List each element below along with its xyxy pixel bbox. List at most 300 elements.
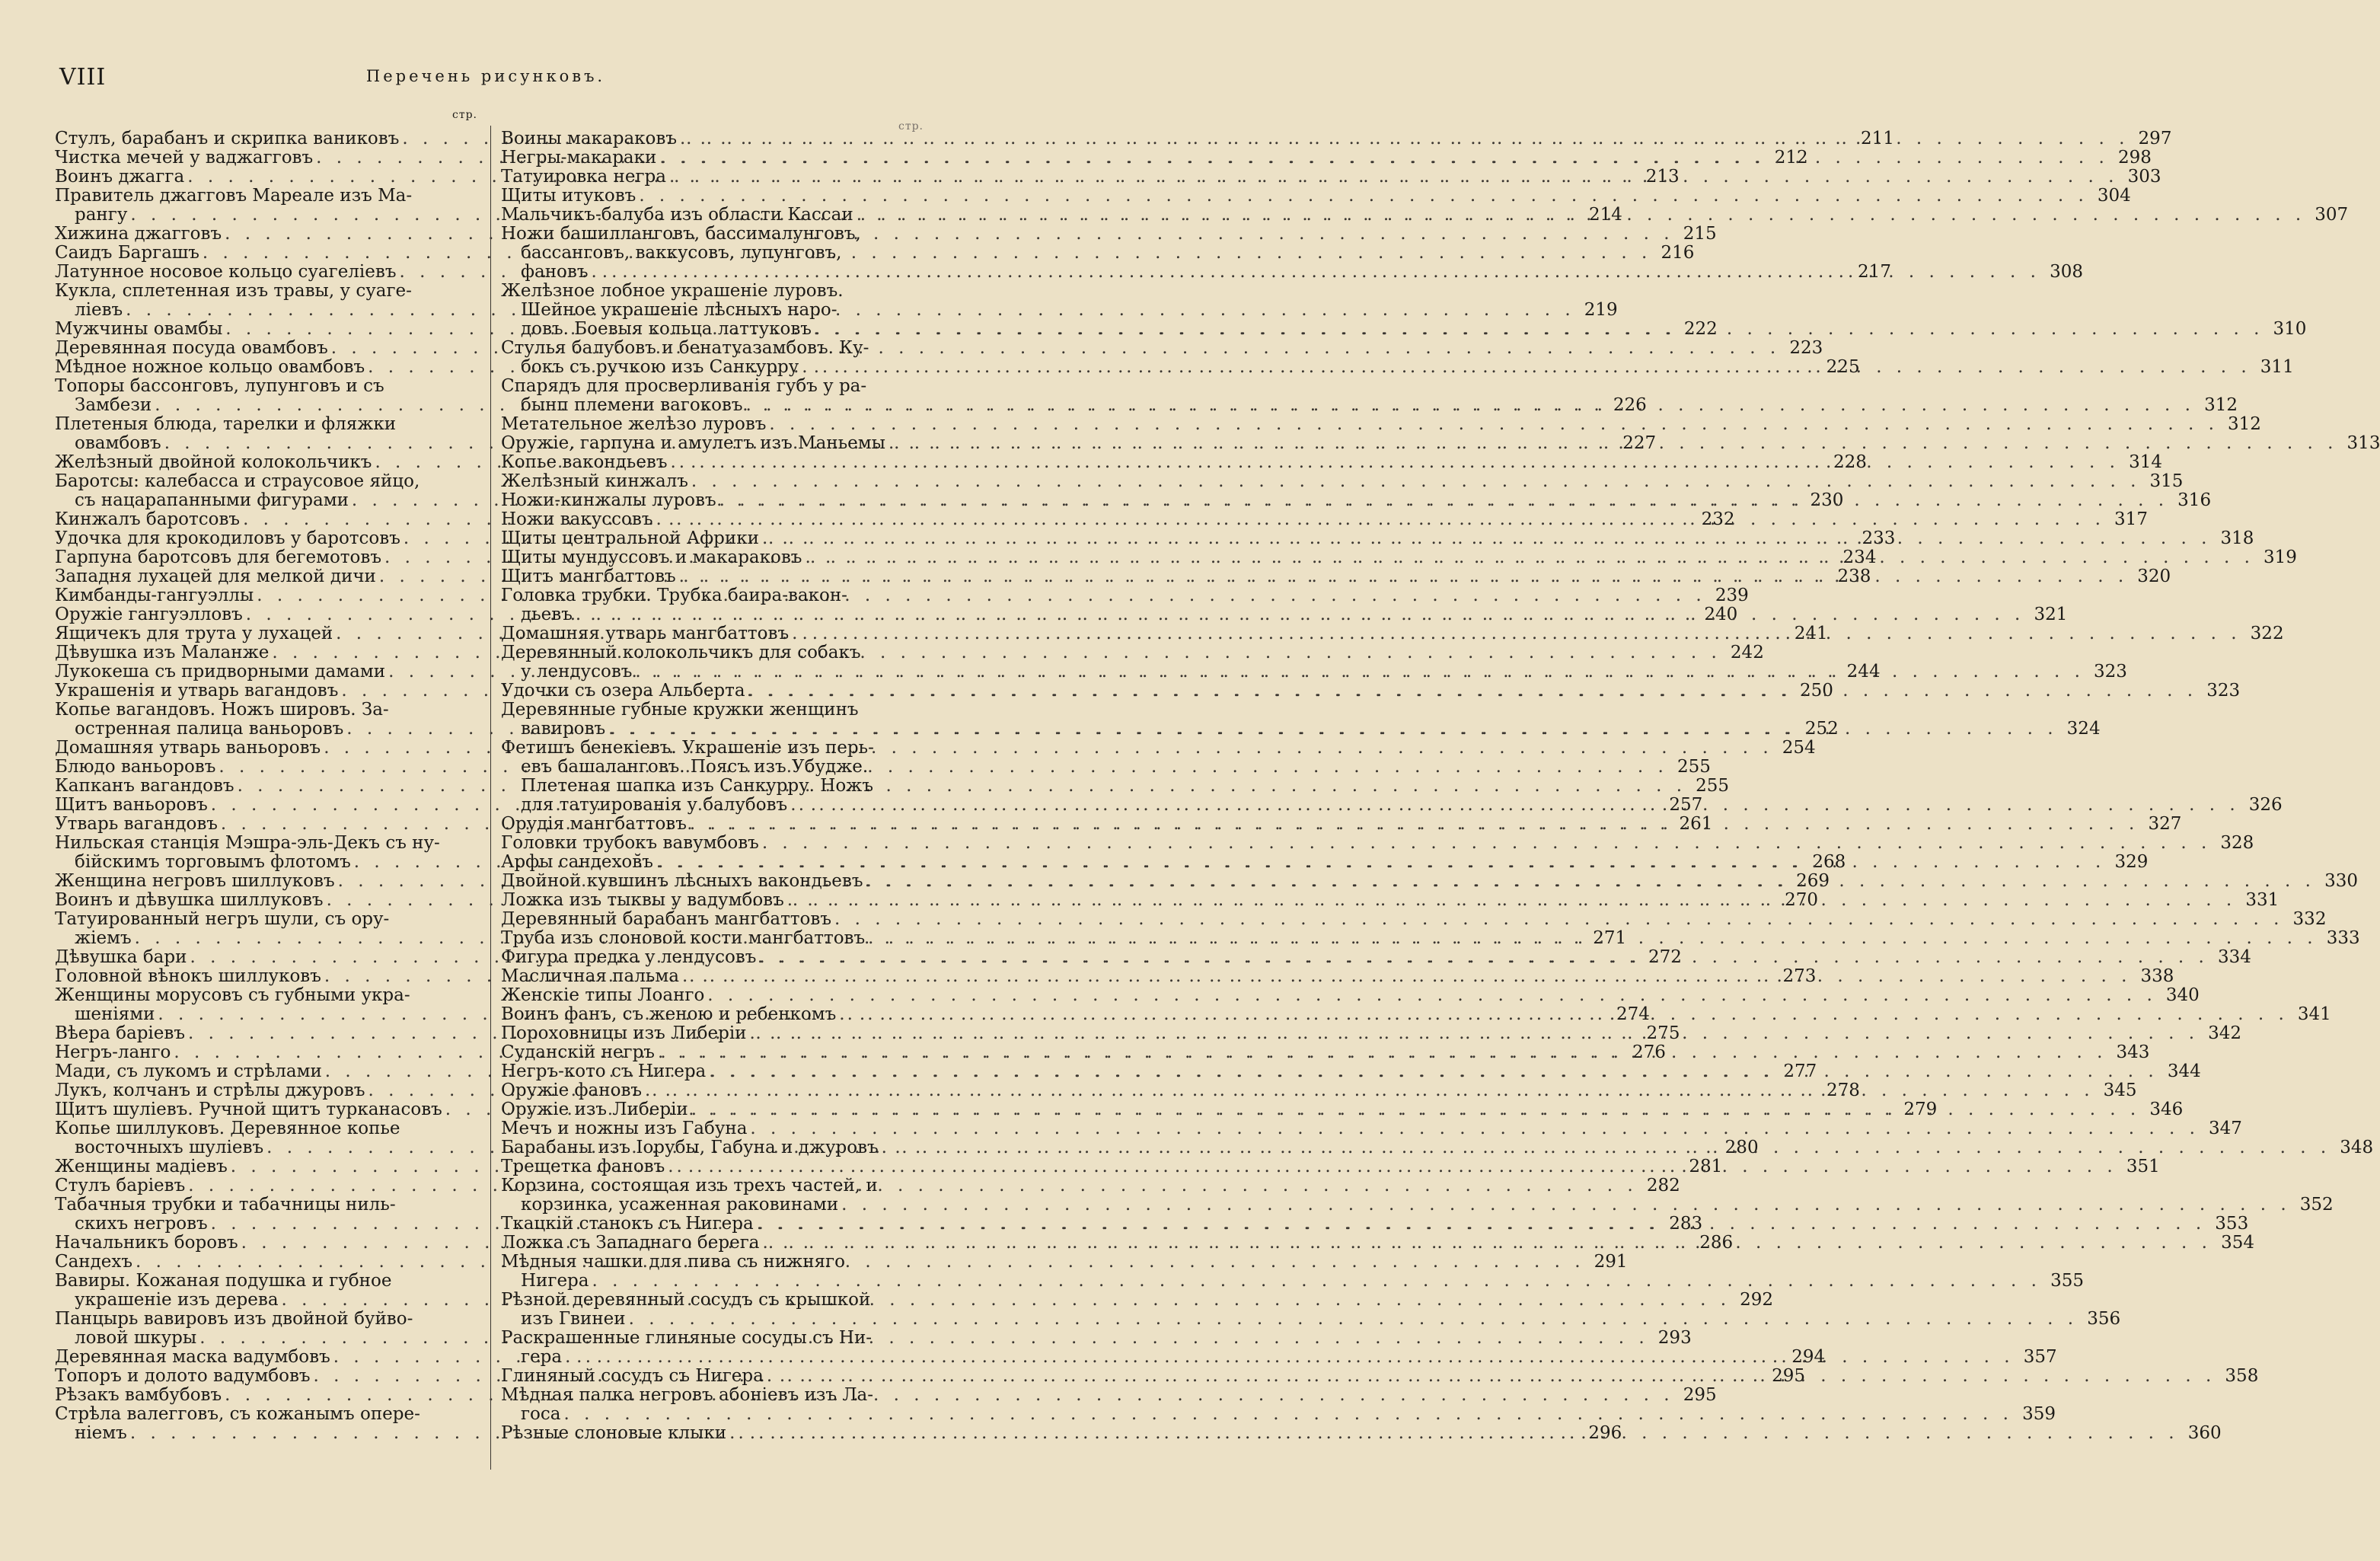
- page-ref: 275: [1646, 1023, 1680, 1043]
- page-ref: 341: [2297, 1004, 2331, 1024]
- page-ref: 340: [2165, 985, 2200, 1005]
- page-ref: 276: [1632, 1042, 1666, 1062]
- entry-title-line: Копье вакондьевъ: [501, 452, 668, 472]
- dot-leader: [789, 624, 2244, 643]
- entry-title-line: Татуировка негра: [501, 167, 666, 187]
- page-ref: 215: [1683, 224, 1717, 244]
- toc-entry-line: [501, 471, 2184, 491]
- entry-title-line: остренная палица ваньоровъ: [75, 719, 344, 739]
- dot-leader: [632, 662, 2087, 682]
- entry-title-line: Негры-макараки: [501, 148, 657, 168]
- page-ref: 212: [1774, 148, 1808, 168]
- dot-leader: [766, 415, 2221, 434]
- entry-title-line: Щиты центральной Африки: [501, 528, 759, 548]
- dot-leader: [234, 777, 1689, 796]
- dot-leader: [812, 320, 2267, 339]
- entry-title-line: Западня лухацей для мелкой дичи: [55, 567, 376, 586]
- toc-entry: [501, 985, 2200, 1005]
- entry-title-line: лiевъ: [75, 300, 123, 320]
- entry-title-line: Вѣера барiевъ: [55, 1023, 185, 1043]
- dot-leader: [605, 720, 2060, 739]
- entry-title-line: скихъ негровъ: [75, 1214, 208, 1234]
- entry-title-line: Деревянный барабанъ мангбаттовъ: [501, 909, 831, 929]
- entry-title-line: Корзина, состоящая изъ трехъ частей, и: [501, 1176, 878, 1195]
- toc-entry-line: [501, 1195, 2334, 1215]
- page-ref: 333: [2326, 928, 2360, 948]
- page-ref: 319: [2264, 547, 2297, 567]
- toc-entry-line: [501, 414, 2261, 434]
- page-ref: 354: [2221, 1233, 2254, 1253]
- entry-title-line: Топоръ и долото вадумбовъ: [55, 1366, 311, 1386]
- dot-leader: [655, 1043, 2110, 1062]
- dot-leader: [679, 967, 2134, 986]
- page-ref: 310: [2273, 319, 2307, 339]
- entry-title-line: Головки трубокъ вавумбовъ: [501, 833, 759, 853]
- page-ref: 269: [1796, 871, 1830, 891]
- entry-title-line: Украшенiя и утварь вагандовъ: [55, 681, 339, 701]
- toc-entry-line: [55, 910, 483, 929]
- page-ref: 261: [1679, 814, 1713, 834]
- dot-leader: [688, 472, 2143, 491]
- dot-leader: [562, 1348, 2017, 1367]
- page-ref: 322: [2250, 624, 2284, 643]
- page-ref: 238: [1837, 567, 1871, 586]
- page-ref: 226: [1613, 395, 1647, 415]
- entry-title-line: Воины макараковъ: [501, 129, 677, 148]
- page-ref: 292: [1740, 1290, 1774, 1310]
- entry-title-line: Мѣдныя чашки для пива съ нижняго: [501, 1252, 845, 1272]
- page-ref: 255: [1696, 776, 1730, 796]
- page-ref: 307: [2315, 205, 2349, 225]
- page-ref: 219: [1584, 300, 1618, 320]
- dot-leader: [726, 1424, 2181, 1443]
- page-number: VIII: [59, 64, 107, 91]
- page-ref: 345: [2103, 1081, 2137, 1100]
- entry-title-line: Саидъ Баргашъ: [55, 243, 199, 263]
- entry-title-line: Желѣзный кинжалъ: [501, 471, 688, 491]
- page-ref: 315: [2149, 471, 2184, 491]
- dot-leader: [666, 168, 2121, 187]
- page-ref: 291: [1594, 1252, 1628, 1272]
- dot-leader: [215, 758, 1670, 777]
- dot-leader: [787, 796, 2242, 815]
- dot-leader: [754, 1215, 2209, 1234]
- entry-title-line: Домашняя утварь ваньоровъ: [55, 738, 321, 758]
- dot-leader: [836, 1005, 2291, 1024]
- entry-title-line: Оружiе, гарпуна и амулетъ изъ Маньемы: [501, 433, 885, 453]
- dot-leader: [687, 815, 2142, 834]
- page-ref: 216: [1661, 243, 1695, 263]
- page-ref: 329: [2114, 852, 2149, 872]
- page-ref: 239: [1715, 586, 1749, 605]
- toc-entry: [501, 414, 2261, 434]
- entry-title-line: овамбовъ: [75, 433, 161, 453]
- entry-title-line: украшенiе изъ дерева: [75, 1290, 279, 1310]
- dot-leader: [269, 643, 1724, 662]
- toc-entry: [501, 909, 2327, 929]
- toc-entry-line: [501, 301, 927, 320]
- dot-leader: [863, 872, 2318, 891]
- entry-title-line: Начальникъ боровъ: [55, 1233, 238, 1253]
- entry-title-line: гера: [521, 1347, 563, 1367]
- entry-title-line: Мѣдное ножное кольцо овамбовъ: [55, 357, 365, 377]
- entry-title-line: Рѣзной деревянный сосудъ съ крышкой: [501, 1290, 871, 1310]
- dot-leader: [665, 1157, 2120, 1176]
- toc-entry-line: [501, 186, 2131, 206]
- entry-title-line: Панцырь вавировъ изъ двойной буйво-: [55, 1309, 413, 1329]
- entry-title-line: Татуированный негръ шули, съ ору-: [55, 909, 390, 929]
- dot-leader: [865, 929, 2320, 948]
- page-ref: 312: [2228, 414, 2261, 434]
- page-ref: 358: [2225, 1366, 2259, 1386]
- entry-title-line: Дѣвушка бари: [55, 947, 187, 967]
- page-ref: 344: [2167, 1061, 2201, 1081]
- entry-title-line: Копье шиллуковъ. Деревянное копье: [55, 1119, 400, 1138]
- entry-title-line: Рѣзакъ вамбубовъ: [55, 1385, 222, 1405]
- page-ref: 314: [2129, 452, 2162, 472]
- page-ref: 294: [1791, 1347, 1826, 1367]
- page-ref: 271: [1593, 928, 1627, 948]
- toc-entry-line: [55, 415, 483, 434]
- page-ref: 257: [1669, 795, 1703, 815]
- toc-entry-line: [55, 701, 483, 720]
- entry-title-line: Щитъ мангбаттовъ: [501, 567, 676, 586]
- entry-title-line: Раскрашенные глиняные сосуды съ Ни-: [501, 1328, 873, 1348]
- page-ref: 303: [2127, 167, 2161, 187]
- entry-title-line: дьевъ: [521, 605, 573, 624]
- entry-title-line: Масличная пальма: [501, 966, 679, 986]
- toc-entry: [501, 1119, 2242, 1138]
- entry-title-line: Воинъ и дѣвушка шиллуковъ: [55, 890, 324, 910]
- entry-title-line: съ нацарапанными фигурами: [75, 490, 349, 510]
- entry-title-line: Труба изъ слоновой кости мангбаттовъ: [501, 928, 866, 948]
- entry-title-line: бынп племени вагоковъ: [521, 395, 743, 415]
- dot-leader: [589, 1272, 2043, 1291]
- page-ref: 230: [1810, 490, 1844, 510]
- entry-title-line: Деревянная маска вадумбовъ: [55, 1347, 330, 1367]
- column-divider: [490, 126, 491, 1470]
- entry-title-line: вавировъ: [521, 719, 606, 739]
- page-ref: 330: [2324, 871, 2358, 891]
- entry-title-line: для татуированiя у балубовъ: [521, 795, 788, 815]
- dot-leader: [747, 1024, 2202, 1043]
- entry-title-line: Ножи вакуссовъ: [501, 509, 653, 529]
- dot-leader: [716, 491, 2171, 510]
- entry-title-line: нiемъ: [75, 1423, 127, 1443]
- entry-title-line: Негръ-кото съ Нигера: [501, 1061, 707, 1081]
- page-ref: 223: [1789, 338, 1823, 358]
- dot-leader: [222, 225, 1677, 244]
- page-ref: 282: [1646, 1176, 1680, 1195]
- entry-title-line: у лендусовъ: [521, 662, 633, 682]
- toc-entry-line: [501, 985, 2200, 1005]
- entry-title-line: Удочки съ озера Альберта: [501, 681, 745, 701]
- toc-entry-line: [55, 377, 483, 396]
- dot-leader: [759, 529, 2214, 548]
- page-ref: 328: [2220, 833, 2254, 853]
- dot-leader: [745, 682, 2200, 701]
- page-ref: 359: [2022, 1404, 2056, 1424]
- page-ref: 268: [1812, 852, 1846, 872]
- entry-title-line: Топоры бассонговъ, лупунговъ и съ: [55, 376, 384, 396]
- page-ref: 255: [1677, 757, 1711, 777]
- entry-title-line: Ножи башилланговъ, бассималунговъ,: [501, 224, 861, 244]
- page-ref: 343: [2116, 1042, 2150, 1062]
- entry-title-line: Арфы сандехов̆ъ: [501, 852, 653, 872]
- page-ref: 225: [1826, 357, 1860, 377]
- entry-title-line: Ложка изъ тыквы у вадумбовъ: [501, 890, 784, 910]
- toc-entry-line: [501, 1309, 2121, 1329]
- dot-leader: [254, 586, 1708, 605]
- entry-title-line: Деревянный колокольчикъ для собакъ: [501, 643, 861, 662]
- page-ref: 298: [2117, 148, 2152, 168]
- page-ref: 254: [1782, 738, 1816, 758]
- dot-leader: [838, 1195, 2293, 1215]
- page-column-label: стр.: [452, 109, 477, 121]
- dot-leader: [626, 1310, 2081, 1329]
- page-ref: 228: [1833, 452, 1867, 472]
- entry-title-line: Щиты итуковъ: [501, 186, 636, 206]
- page-ref: 323: [2093, 662, 2127, 682]
- entry-title-line: Лукъ, колчанъ и стрѣлы джуровъ: [55, 1081, 365, 1100]
- page-ref: 351: [2126, 1157, 2160, 1176]
- dot-leader: [222, 1386, 1677, 1405]
- toc-entry-line: [501, 777, 927, 796]
- page-ref: 217: [1858, 262, 1891, 282]
- entry-title-line: Домашняя утварь мангбаттовъ: [501, 624, 790, 643]
- toc-entry-line: [501, 282, 927, 301]
- page-ref: 317: [2114, 509, 2148, 529]
- entry-title-line: Стулъ, барабанъ и скрипка ваниковъ: [55, 129, 400, 148]
- entry-title-line: Утварь вагандовъ: [55, 814, 218, 834]
- dot-leader: [688, 1100, 2143, 1119]
- page-ref: 327: [2148, 814, 2182, 834]
- entry-title-line: Кимбанды-гангуэллы: [55, 586, 254, 605]
- dot-leader: [653, 853, 2108, 872]
- page-ref: 347: [2209, 1119, 2242, 1138]
- page-ref: 234: [1842, 547, 1877, 567]
- page-ref: 244: [1846, 662, 1881, 682]
- dot-leader: [764, 1367, 2219, 1386]
- entry-title-line: ловой шкуры: [75, 1328, 197, 1348]
- entry-title-line: жiемъ: [75, 928, 132, 948]
- entry-title-line: Головной вѣнокъ шиллуковъ: [55, 966, 321, 986]
- dot-leader: [573, 605, 2027, 624]
- entry-title-line: Трещетка фановъ: [501, 1157, 665, 1176]
- entry-title-line: Фетишъ бенекiевъ. Украшенiе изъ перь-: [501, 738, 874, 758]
- toc-entry-line: [501, 701, 927, 720]
- entry-title-line: Женскiе типы Лоанго: [501, 985, 705, 1005]
- toc-entry-line: [501, 1176, 927, 1195]
- page-ref: 331: [2245, 890, 2280, 910]
- page-ref: 357: [2023, 1347, 2057, 1367]
- dot-leader: [706, 1062, 2161, 1081]
- toc-entry-line: [501, 339, 927, 358]
- toc-entry-line: [501, 1119, 2242, 1138]
- page-ref: 332: [2292, 909, 2327, 929]
- toc-entry-line: [501, 758, 927, 777]
- toc-entry-line: [55, 1195, 483, 1215]
- toc-entry: [501, 833, 2254, 853]
- toc-entry-line: [501, 377, 927, 396]
- entry-title-line: Чистка мечей у ваджагговъ: [55, 148, 314, 168]
- entry-title-line: довъ. Боевыя кольца латтуковъ: [521, 319, 812, 339]
- dot-leader: [885, 434, 2340, 453]
- entry-title-line: Плетеныя блюда, тарелки и фляжки: [55, 414, 397, 434]
- dot-leader: [853, 206, 2308, 225]
- page-ref: 274: [1616, 1004, 1650, 1024]
- dot-leader: [759, 834, 2214, 853]
- page-ref: 295: [1683, 1385, 1717, 1405]
- dot-leader: [676, 567, 2131, 586]
- page-ref: 311: [2260, 357, 2294, 377]
- toc-entry-line: [55, 1119, 483, 1138]
- page-ref: 323: [2206, 681, 2241, 701]
- page-ref: 213: [1645, 167, 1680, 187]
- toc-entry-line: [501, 1404, 2056, 1424]
- entry-title-line: Ящичекъ для трута у лухацей: [55, 624, 333, 643]
- page-ref: 356: [2087, 1309, 2121, 1329]
- page-ref: 293: [1657, 1328, 1692, 1348]
- toc-entry-line: [55, 1272, 483, 1291]
- entry-title-line: Кукла, сплетенная изъ травы, у суаге-: [55, 281, 412, 301]
- toc-entry-line: [501, 225, 927, 244]
- page-ref: 324: [2066, 719, 2101, 739]
- page-ref: 304: [2097, 186, 2131, 206]
- entry-title-line: Ткацкiй станокъ съ Нигера: [501, 1214, 754, 1234]
- dot-leader: [588, 263, 2043, 282]
- page-ref: 240: [1704, 605, 1738, 624]
- entry-title-line: Воинъ фанъ, съ женою и ребенкомъ: [501, 1004, 837, 1024]
- entry-title-line: Деревянные губные кружки женщинъ: [501, 700, 859, 720]
- page-ref: 277: [1783, 1061, 1817, 1081]
- page-ref: 280: [1724, 1138, 1759, 1157]
- toc-entry-line: [55, 834, 483, 853]
- entry-title-line: Гарпуна баротсовъ для бегемотовъ: [55, 547, 381, 567]
- entry-title-line: Щитъ ваньоровъ: [55, 795, 208, 815]
- page-ref: 296: [1588, 1423, 1622, 1443]
- page-ref: 308: [2050, 262, 2083, 282]
- page-ref: 272: [1648, 947, 1682, 967]
- toc-entry-line: [501, 1291, 927, 1310]
- entry-title-line: изъ Гвинеи: [521, 1309, 626, 1329]
- entry-title-line: Баротсы: калебасса и страусовое яйцо,: [55, 471, 420, 491]
- entry-title-line: Мади, съ лукомъ и стрѣлами: [55, 1061, 322, 1081]
- dot-leader: [642, 1081, 2097, 1100]
- entry-title-line: госа: [521, 1404, 561, 1424]
- dot-leader: [656, 148, 2111, 168]
- page-ref: 278: [1826, 1081, 1860, 1100]
- toc-entry: [501, 186, 2131, 206]
- entry-title-line: Головка трубки. Трубка баира-вакон-: [501, 586, 847, 605]
- entry-title-line: Лукокеша съ придворными дамами: [55, 662, 386, 682]
- entry-title-line: Стулья балубовъ и бенатуазамбовъ. Ку-: [501, 338, 869, 358]
- entry-title-line: Женщины мадiевъ: [55, 1157, 228, 1176]
- toc-entry: [501, 471, 2184, 491]
- toc-entry-line: [55, 282, 483, 301]
- entry-title-line: Нильская станцiя Мэшра-эль-Декъ съ ну-: [55, 833, 440, 853]
- dot-leader: [677, 129, 2132, 148]
- page-column-label: стр.: [898, 120, 924, 132]
- entry-title-line: Мальчикъ-балуба изъ области Кассаи: [501, 205, 853, 225]
- page-ref: 233: [1862, 528, 1896, 548]
- dot-leader: [668, 453, 2123, 472]
- entry-title-line: Хижина джагговъ: [55, 224, 222, 244]
- dot-leader: [561, 1405, 2016, 1424]
- entry-title-line: Мечъ и ножны изъ Габуна: [501, 1119, 748, 1138]
- entry-title-line: Женщина негровъ шиллуковъ: [55, 871, 335, 891]
- entry-title-line: Стулъ барiевъ: [55, 1176, 186, 1195]
- page-ref: 273: [1782, 966, 1817, 986]
- page-ref: 286: [1699, 1233, 1734, 1253]
- entry-title-line: Метательное желѣзо луровъ: [501, 414, 767, 434]
- entry-title-line: Капканъ вагандовъ: [55, 776, 234, 796]
- entry-title-line: Вавиры. Кожаная подушка и губное: [55, 1271, 392, 1291]
- page-ref: 214: [1588, 205, 1622, 225]
- entry-title-line: Оружiе изъ Либерiи: [501, 1100, 688, 1119]
- entry-title-line: Воинъ джагга: [55, 167, 185, 187]
- entry-title-line: Мѣдная палка негровъ абонiевъ изъ Ла-: [501, 1385, 874, 1405]
- dot-leader: [759, 1234, 2214, 1253]
- toc-entry-line: [501, 1271, 2084, 1291]
- entry-title-line: Деревянная посуда овамбовъ: [55, 338, 328, 358]
- entry-title-line: Женщины моруcовъ съ губными укра-: [55, 985, 410, 1005]
- entry-title-line: восточныхъ шулiевъ: [75, 1138, 264, 1157]
- page-ref: 222: [1683, 319, 1718, 339]
- entry-title-line: Стрѣла валегговъ, съ кожанымъ опере-: [55, 1404, 420, 1424]
- entry-title-line: Спарядъ для просверливанiя губъ у ра-: [501, 376, 867, 396]
- page-ref: 270: [1785, 890, 1819, 910]
- toc-entry-line: [55, 472, 483, 491]
- dot-leader: [636, 187, 2091, 206]
- page-ref: 312: [2204, 395, 2238, 415]
- dot-leader: [652, 510, 2107, 529]
- toc-entry-line: [501, 739, 927, 758]
- toc-entry-line: [501, 1386, 927, 1405]
- page-ref: 252: [1804, 719, 1839, 739]
- dot-leader: [799, 358, 2254, 377]
- entry-title-line: Барабаны изъ Iорубы, Габуна и джуровъ: [501, 1138, 879, 1157]
- page-ref: 232: [1701, 509, 1735, 529]
- page-ref: 352: [2299, 1195, 2334, 1215]
- toc-entry-line: [55, 1405, 483, 1424]
- toc-entry-line: [55, 187, 483, 206]
- entry-title-line: Ножи-кинжалы луровъ: [501, 490, 716, 510]
- dot-leader: [831, 910, 2286, 929]
- page-ref: 316: [2177, 490, 2212, 510]
- dot-leader: [879, 1138, 2334, 1157]
- page-ref: 241: [1794, 624, 1828, 643]
- entry-title-line: Орудiя мангбаттовъ: [501, 814, 687, 834]
- toc-entry-line: [501, 1253, 927, 1272]
- page-ref: 250: [1799, 681, 1833, 701]
- page-ref: 227: [1622, 433, 1657, 453]
- page-ref: 342: [2208, 1023, 2242, 1043]
- entry-title-line: корзинка, усаженная раковинами: [521, 1195, 839, 1215]
- page-ref: 295: [1772, 1366, 1806, 1386]
- page-ref: 353: [2215, 1214, 2249, 1234]
- page-ref: 211: [1860, 129, 1894, 148]
- entry-title-line: Глиняный сосудъ съ Нигера: [501, 1366, 764, 1386]
- page-ref: 326: [2248, 795, 2283, 815]
- entry-title-line: Двойной кувшинъ лѣсныхъ вакондьевъ: [501, 871, 863, 891]
- entry-title-line: Щиты мундуссовъ и макараковъ: [501, 547, 802, 567]
- page-ref: 334: [2217, 947, 2251, 967]
- entry-title-line: бокъ съ ручкою изъ Санкурру: [521, 357, 799, 377]
- toc-entry-line: [501, 1329, 927, 1348]
- entry-title-line: евъ башаланговъ. Поясъ изъ Убудже.: [521, 757, 869, 777]
- entry-title-line: Правитель джагговъ Мареале изъ Ма-: [55, 186, 413, 206]
